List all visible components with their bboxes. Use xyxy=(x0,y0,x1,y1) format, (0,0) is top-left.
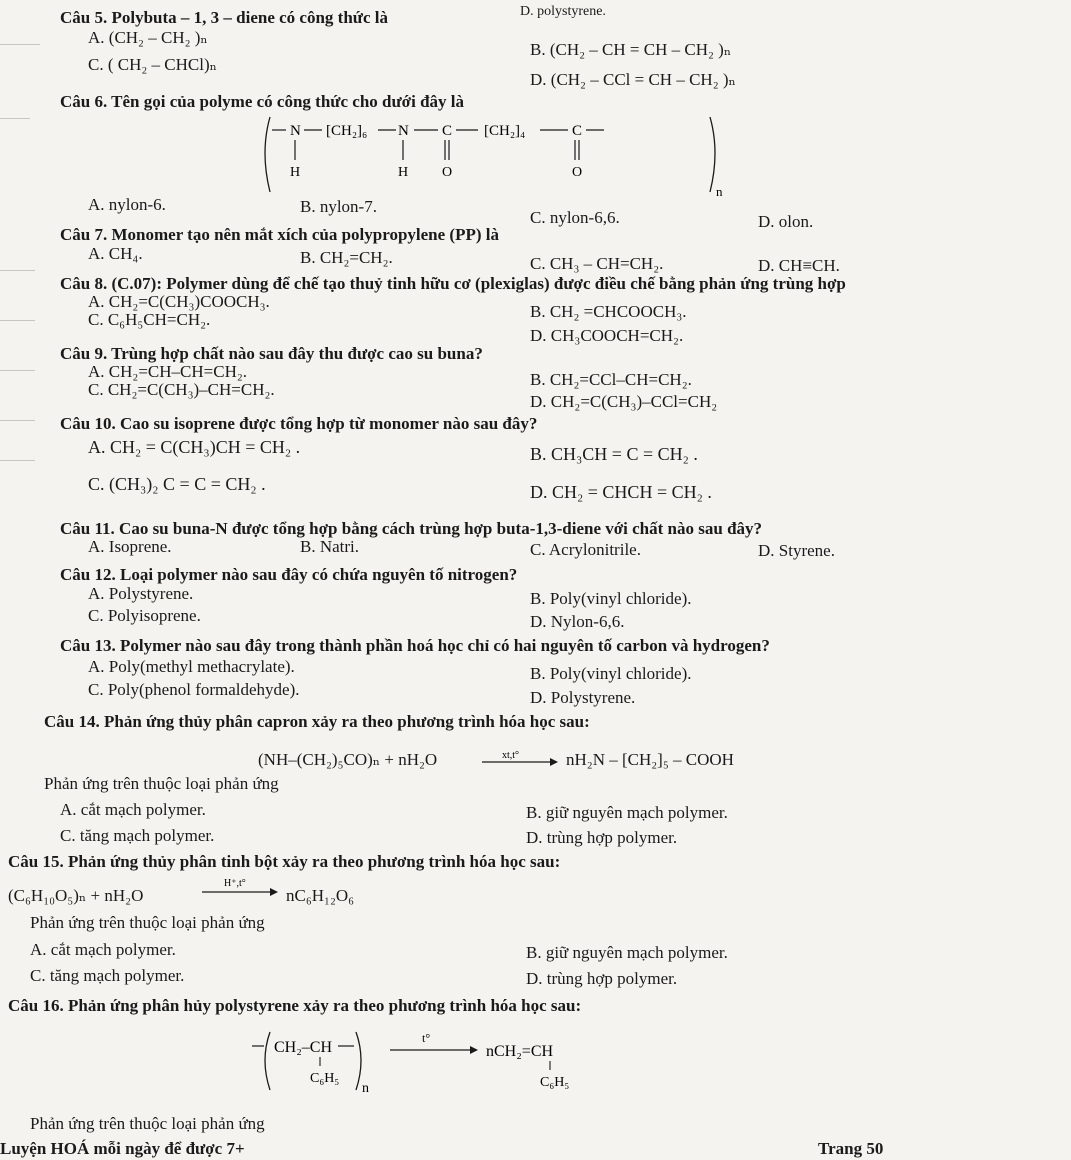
q12-option-a: A. Polystyrene. xyxy=(88,584,194,603)
q7-stem: Câu 7. Monomer tạo nên mắt xích của polypropylene (PP) là xyxy=(60,225,499,244)
q6-chain-ch2-6: [CH₂]₆ xyxy=(326,123,368,139)
page-number: Trang 50 xyxy=(818,1139,884,1158)
q6-atom-h1: H xyxy=(290,165,301,180)
q15-option-a: A. cắt mạch polymer. xyxy=(30,940,176,959)
q16-right-main: nCH₂=CH xyxy=(486,1043,554,1060)
q14-option-c: C. tăng mạch polymer. xyxy=(60,826,215,845)
q10-option-b: B. CH₃CH = C = CH₂ . xyxy=(530,444,698,464)
q6-atom-c1: C xyxy=(442,123,453,139)
q16-reaction-structure xyxy=(250,1030,770,1102)
q16-condition: t° xyxy=(422,1031,431,1045)
q16-stem: Câu 16. Phản ứng phân hủy polystyrene xảy ra theo phương trình hóa học sau: xyxy=(8,996,582,1015)
q14-option-a: A. cắt mạch polymer. xyxy=(60,800,206,819)
q6-atom-o2: O xyxy=(572,165,583,180)
background-line xyxy=(0,320,35,321)
q7-option-d: D. CH≡CH. xyxy=(758,256,840,275)
q8-option-c: C. C₆H₅CH=CH₂. xyxy=(88,310,211,329)
q14-note: Phản ứng trên thuộc loại phản ứng xyxy=(44,774,279,793)
footer-slogan: Luyện HOÁ mỗi ngày để được 7+ xyxy=(0,1139,245,1158)
q10-option-c: C. (CH₃)₂ C = C = CH₂ . xyxy=(88,474,266,494)
q13-option-d: D. Polystyrene. xyxy=(530,688,636,707)
q13-option-a: A. Poly(methyl methacrylate). xyxy=(88,657,295,676)
q5-option-c: C. ( CH₂ – CHCl)ₙ xyxy=(88,55,217,74)
q7-option-a: A. CH₄. xyxy=(88,244,143,263)
q6-option-c: C. nylon-6,6. xyxy=(530,208,620,227)
q13-option-c: C. Poly(phenol formaldehyde). xyxy=(88,680,300,699)
q7-option-c: C. CH₃ – CH=CH₂. xyxy=(530,254,664,273)
q12-option-b: B. Poly(vinyl chloride). xyxy=(530,589,692,608)
background-line xyxy=(0,44,40,45)
background-line xyxy=(0,420,35,421)
q10-stem: Câu 10. Cao su isoprene được tổng hợp từ monomer nào sau đây? xyxy=(60,414,538,433)
q15-option-b: B. giữ nguyên mạch polymer. xyxy=(526,943,728,962)
q11-option-b: B. Natri. xyxy=(300,537,360,556)
q9-option-c: C. CH₂=C(CH₃)–CH=CH₂. xyxy=(88,380,275,399)
q13-stem: Câu 13. Polymer nào sau đây trong thành phần hoá học chỉ có hai nguyên tố carbon và hydrogen? xyxy=(60,636,770,655)
q9-stem: Câu 9. Trùng hợp chất nào sau đây thu được cao su buna? xyxy=(60,344,483,363)
q6-option-d: D. olon. xyxy=(758,212,814,231)
q6-atom-h2: H xyxy=(398,165,409,180)
q11-option-a: A. Isoprene. xyxy=(88,537,172,556)
q6-chain-ch2-4: [CH₂]₄ xyxy=(484,123,526,139)
q14-stem: Câu 14. Phản ứng thủy phân capron xảy ra theo phương trình hóa học sau: xyxy=(44,712,590,731)
q14-equation-left: (NH–(CH₂)₅CO)ₙ + nH₂O xyxy=(258,750,438,769)
q13-option-b: B. Poly(vinyl chloride). xyxy=(530,664,692,683)
q15-note: Phản ứng trên thuộc loại phản ứng xyxy=(30,913,265,932)
background-line xyxy=(0,270,35,271)
q6-subscript-n: n xyxy=(716,184,723,199)
q15-arrow xyxy=(200,876,280,900)
q15-equation-right: nC₆H₁₂O₆ xyxy=(286,886,355,905)
q8-stem: Câu 8. (C.07): Polymer dùng để chế tạo thuỷ tinh hữu cơ (plexiglas) được điều chế bằng phản ứng trùng hợp xyxy=(60,274,846,293)
q5-option-a: A. (CH₂ – CH₂ )ₙ xyxy=(88,28,208,47)
q8-option-d: D. CH₃COOCH=CH₂. xyxy=(530,326,684,345)
q6-atom-o1: O xyxy=(442,165,453,180)
q6-atom-c2: C xyxy=(572,123,583,139)
q6-polymer-structure xyxy=(258,112,728,207)
q7-option-b: B. CH₂=CH₂. xyxy=(300,248,393,267)
q6-atom-n2: N xyxy=(398,123,409,139)
q5-stem: Câu 5. Polybuta – 1, 3 – diene có công thức là xyxy=(60,8,389,27)
q8-option-b: B. CH₂ =CHCOOCH₃. xyxy=(530,302,687,321)
background-line xyxy=(0,118,30,119)
q5-option-b: B. (CH₂ – CH = CH – CH₂ )ₙ xyxy=(530,40,732,59)
q15-option-d: D. trùng hợp polymer. xyxy=(526,969,678,988)
background-line xyxy=(0,370,35,371)
q14-option-d: D. trùng hợp polymer. xyxy=(526,828,678,847)
q8-option-a: A. CH₂=C(CH₃)COOCH₃. xyxy=(88,292,270,311)
q10-option-a: A. CH₂ = C(CH₃)CH = CH₂ . xyxy=(88,437,301,457)
q5-option-d: D. (CH₂ – CCl = CH – CH₂ )ₙ xyxy=(530,70,736,89)
q9-option-a: A. CH₂=CH–CH=CH₂. xyxy=(88,362,248,381)
q6-option-b: B. nylon-7. xyxy=(300,197,377,216)
q12-option-c: C. Polyisoprene. xyxy=(88,606,201,625)
q6-atom-n1: N xyxy=(290,123,301,139)
q14-arrow xyxy=(480,748,560,772)
q16-right-sub: C₆H₅ xyxy=(540,1075,570,1090)
q6-structure-svg xyxy=(258,112,728,207)
q11-option-c: C. Acrylonitrile. xyxy=(530,540,641,559)
q16-left-sub: C₆H₅ xyxy=(310,1071,340,1086)
q15-option-c: C. tăng mạch polymer. xyxy=(30,966,185,985)
q11-stem: Câu 11. Cao su buna-N được tổng hợp bằng cách trùng hợp buta-1,3-diene với chất nào sau đây? xyxy=(60,519,763,538)
q15-stem: Câu 15. Phản ứng thủy phân tinh bột xảy ra theo phương trình hóa học sau: xyxy=(8,852,561,871)
q10-option-d: D. CH₂ = CHCH = CH₂ . xyxy=(530,482,712,502)
q16-note: Phản ứng trên thuộc loại phản ứng xyxy=(30,1114,265,1133)
q6-option-a: A. nylon-6. xyxy=(88,195,166,214)
q12-stem: Câu 12. Loại polymer nào sau đây có chứa nguyên tố nitrogen? xyxy=(60,565,518,584)
q16-subscript-n: n xyxy=(362,1081,369,1096)
q5-tail: D. polystyrene. xyxy=(520,4,606,19)
q15-condition: H⁺,t° xyxy=(224,878,246,889)
q14-condition: xt,t° xyxy=(502,750,520,761)
q9-option-b: B. CH₂=CCl–CH=CH₂. xyxy=(530,370,692,389)
q11-option-d: D. Styrene. xyxy=(758,541,835,560)
q12-option-d: D. Nylon-6,6. xyxy=(530,612,625,631)
q15-equation-left: (C₆H₁₀O₅)ₙ + nH₂O xyxy=(8,886,144,905)
q9-option-d: D. CH₂=C(CH₃)–CCl=CH₂ xyxy=(530,392,718,411)
background-line xyxy=(0,460,35,461)
q14-option-b: B. giữ nguyên mạch polymer. xyxy=(526,803,728,822)
q16-left-main: CH₂–CH xyxy=(274,1039,333,1056)
q14-equation-right: nH₂N – [CH₂]₅ – COOH xyxy=(566,750,734,769)
q6-stem: Câu 6. Tên gọi của polyme có công thức cho dưới đây là xyxy=(60,92,464,111)
